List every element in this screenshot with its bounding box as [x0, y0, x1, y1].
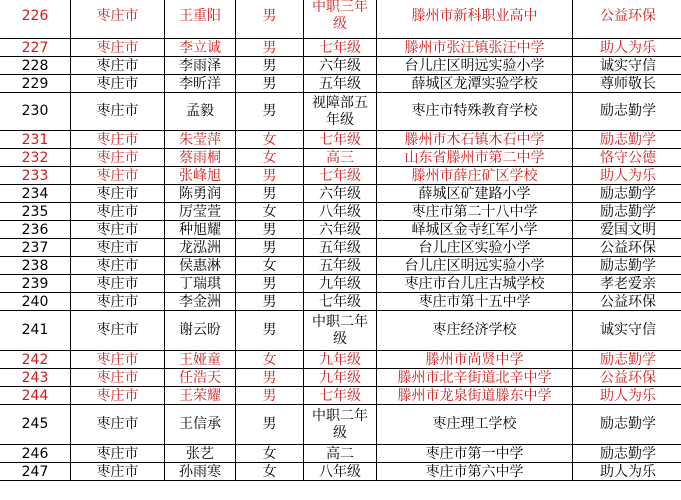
- grade-cell[interactable]: 七年级: [304, 167, 377, 185]
- virtue-category-cell[interactable]: 励志勤学: [573, 131, 681, 149]
- table-row: [0, 39, 681, 57]
- student-name-cell[interactable]: 李金洲: [165, 293, 236, 311]
- virtue-category-cell[interactable]: 公益环保: [573, 0, 681, 39]
- row-number-cell[interactable]: 246: [0, 445, 71, 463]
- table-row: [0, 257, 681, 275]
- city-cell[interactable]: 枣庄市: [71, 167, 165, 185]
- virtue-category-cell[interactable]: 励志勤学: [573, 185, 681, 203]
- grade-cell[interactable]: 七年级: [304, 131, 377, 149]
- city-cell[interactable]: 枣庄市: [71, 57, 165, 75]
- school-cell[interactable]: 山东省滕州市第二中学: [377, 149, 573, 167]
- student-name-cell[interactable]: 王娅童: [165, 351, 236, 369]
- gender-cell[interactable]: 男: [236, 239, 304, 257]
- grade-cell[interactable]: 五年级: [304, 239, 377, 257]
- table-row: [0, 351, 681, 369]
- school-cell[interactable]: 薛城区龙潭实验学校: [377, 75, 573, 93]
- table-row: [0, 405, 681, 445]
- grade-cell[interactable]: 中职二年级: [304, 405, 377, 445]
- student-name-cell[interactable]: 李昕洋: [165, 75, 236, 93]
- table-row: [0, 57, 681, 75]
- virtue-category-cell[interactable]: 励志勤学: [573, 351, 681, 369]
- gender-cell[interactable]: 女: [236, 445, 304, 463]
- virtue-category-cell[interactable]: 助人为乐: [573, 463, 681, 481]
- gender-cell[interactable]: 女: [236, 203, 304, 221]
- grade-cell[interactable]: 八年级: [304, 463, 377, 481]
- school-cell[interactable]: 枣庄市第六中学: [377, 463, 573, 481]
- school-cell[interactable]: 滕州市薛庄矿区学校: [377, 167, 573, 185]
- row-number-cell[interactable]: 245: [0, 405, 71, 445]
- city-cell[interactable]: 枣庄市: [71, 239, 165, 257]
- city-cell[interactable]: 枣庄市: [71, 131, 165, 149]
- grade-cell[interactable]: 中职三年级: [304, 0, 377, 39]
- virtue-category-cell[interactable]: 公益环保: [573, 369, 681, 387]
- row-number-cell[interactable]: 235: [0, 203, 71, 221]
- school-cell[interactable]: 枣庄理工学校: [377, 405, 573, 445]
- virtue-category-cell[interactable]: 公益环保: [573, 239, 681, 257]
- row-number-cell[interactable]: 231: [0, 131, 71, 149]
- city-cell[interactable]: 枣庄市: [71, 221, 165, 239]
- virtue-category-cell[interactable]: 孝老爱亲: [573, 275, 681, 293]
- table-row: [0, 311, 681, 351]
- row-number-cell[interactable]: 243: [0, 369, 71, 387]
- student-name-cell[interactable]: 种旭耀: [165, 221, 236, 239]
- table-row: [0, 131, 681, 149]
- gender-cell[interactable]: 男: [236, 293, 304, 311]
- school-cell[interactable]: 枣庄市第十五中学: [377, 293, 573, 311]
- school-cell[interactable]: 峄城区金寺红军小学: [377, 221, 573, 239]
- student-name-cell[interactable]: 丁瑞琪: [165, 275, 236, 293]
- row-number-cell[interactable]: 227: [0, 39, 71, 57]
- virtue-category-cell[interactable]: 励志勤学: [573, 93, 681, 131]
- table-row: [0, 167, 681, 185]
- gender-cell[interactable]: 女: [236, 131, 304, 149]
- table-row: [0, 203, 681, 221]
- school-cell[interactable]: 台儿庄区明远实验小学: [377, 257, 573, 275]
- school-cell[interactable]: 枣庄经济学校: [377, 311, 573, 351]
- gender-cell[interactable]: 男: [236, 221, 304, 239]
- gender-cell[interactable]: 女: [236, 257, 304, 275]
- virtue-category-cell[interactable]: 尊师敬长: [573, 75, 681, 93]
- city-cell[interactable]: 枣庄市: [71, 149, 165, 167]
- grade-cell[interactable]: 六年级: [304, 221, 377, 239]
- city-cell[interactable]: 枣庄市: [71, 293, 165, 311]
- gender-cell[interactable]: 女: [236, 351, 304, 369]
- table-row: [0, 221, 681, 239]
- row-number-cell[interactable]: 238: [0, 257, 71, 275]
- virtue-category-cell[interactable]: 助人为乐: [573, 387, 681, 405]
- table-row: [0, 93, 681, 131]
- virtue-category-cell[interactable]: 励志勤学: [573, 445, 681, 463]
- grade-cell[interactable]: 五年级: [304, 75, 377, 93]
- table-row: [0, 239, 681, 257]
- grade-cell[interactable]: 六年级: [304, 57, 377, 75]
- gender-cell[interactable]: 男: [236, 167, 304, 185]
- school-cell[interactable]: 枣庄市特殊教育学校: [377, 93, 573, 131]
- school-cell[interactable]: 滕州市龙泉街道滕东中学: [377, 387, 573, 405]
- student-name-cell[interactable]: 孟毅: [165, 93, 236, 131]
- grade-cell[interactable]: 五年级: [304, 257, 377, 275]
- student-name-cell[interactable]: 谢云昐: [165, 311, 236, 351]
- virtue-category-cell[interactable]: 公益环保: [573, 293, 681, 311]
- school-cell[interactable]: 薛城区矿建路小学: [377, 185, 573, 203]
- row-number-cell[interactable]: 234: [0, 185, 71, 203]
- city-cell[interactable]: 枣庄市: [71, 257, 165, 275]
- city-cell[interactable]: 枣庄市: [71, 351, 165, 369]
- city-cell[interactable]: 枣庄市: [71, 311, 165, 351]
- student-name-cell[interactable]: 侯惠淋: [165, 257, 236, 275]
- student-name-cell[interactable]: 张峰旭: [165, 167, 236, 185]
- city-cell[interactable]: 枣庄市: [71, 387, 165, 405]
- school-cell[interactable]: 枣庄市台儿庄古城学校: [377, 275, 573, 293]
- row-number-cell[interactable]: 236: [0, 221, 71, 239]
- virtue-category-cell[interactable]: 爱国文明: [573, 221, 681, 239]
- virtue-category-cell[interactable]: 诚实守信: [573, 311, 681, 351]
- city-cell[interactable]: 枣庄市: [71, 203, 165, 221]
- student-name-cell[interactable]: 王荣耀: [165, 387, 236, 405]
- table-row: [0, 463, 681, 481]
- grade-cell[interactable]: 七年级: [304, 387, 377, 405]
- city-cell[interactable]: 枣庄市: [71, 405, 165, 445]
- student-name-cell[interactable]: 孙雨寒: [165, 463, 236, 481]
- row-number-cell[interactable]: 232: [0, 149, 71, 167]
- table-row: [0, 445, 681, 463]
- row-number-cell[interactable]: 242: [0, 351, 71, 369]
- city-cell[interactable]: 枣庄市: [71, 75, 165, 93]
- table-row: [0, 387, 681, 405]
- student-name-cell[interactable]: 王重阳: [165, 0, 236, 39]
- city-cell[interactable]: 枣庄市: [71, 93, 165, 131]
- virtue-category-cell[interactable]: 励志勤学: [573, 405, 681, 445]
- gender-cell[interactable]: 男: [236, 57, 304, 75]
- city-cell[interactable]: 枣庄市: [71, 185, 165, 203]
- table-row: [0, 369, 681, 387]
- city-cell[interactable]: 枣庄市: [71, 39, 165, 57]
- city-cell[interactable]: 枣庄市: [71, 275, 165, 293]
- student-name-cell[interactable]: 李立诚: [165, 39, 236, 57]
- gender-cell[interactable]: 男: [236, 405, 304, 445]
- student-name-cell[interactable]: 李雨泽: [165, 57, 236, 75]
- student-name-cell[interactable]: 蔡雨桐: [165, 149, 236, 167]
- row-number-cell[interactable]: 229: [0, 75, 71, 93]
- student-name-cell[interactable]: 厉莹萱: [165, 203, 236, 221]
- row-number-cell[interactable]: 239: [0, 275, 71, 293]
- school-cell[interactable]: 台儿庄区实验小学: [377, 239, 573, 257]
- row-number-cell[interactable]: 233: [0, 167, 71, 185]
- gender-cell[interactable]: 男: [236, 75, 304, 93]
- row-number-cell[interactable]: 240: [0, 293, 71, 311]
- row-number-cell[interactable]: 241: [0, 311, 71, 351]
- row-number-cell[interactable]: 226: [0, 0, 71, 39]
- gender-cell[interactable]: 男: [236, 0, 304, 39]
- virtue-category-cell[interactable]: 励志勤学: [573, 257, 681, 275]
- table-row: [0, 275, 681, 293]
- virtue-category-cell[interactable]: 助人为乐: [573, 167, 681, 185]
- grade-cell[interactable]: 九年级: [304, 369, 377, 387]
- student-name-cell[interactable]: 龙泓洲: [165, 239, 236, 257]
- row-number-cell[interactable]: 230: [0, 93, 71, 131]
- row-number-cell[interactable]: 228: [0, 57, 71, 75]
- virtue-category-cell[interactable]: 励志勤学: [573, 203, 681, 221]
- school-cell[interactable]: 滕州市张汪镇张汪中学: [377, 39, 573, 57]
- grade-cell[interactable]: 中职二年级: [304, 311, 377, 351]
- virtue-category-cell[interactable]: 诚实守信: [573, 57, 681, 75]
- school-cell[interactable]: 滕州市新科职业高中: [377, 0, 573, 39]
- gender-cell[interactable]: 女: [236, 463, 304, 481]
- city-cell[interactable]: 枣庄市: [71, 0, 165, 39]
- school-cell[interactable]: 滕州市木石镇木石中学: [377, 131, 573, 149]
- gender-cell[interactable]: 男: [236, 387, 304, 405]
- student-name-cell[interactable]: 朱莹萍: [165, 131, 236, 149]
- student-name-cell[interactable]: 王信承: [165, 405, 236, 445]
- gender-cell[interactable]: 女: [236, 149, 304, 167]
- city-cell[interactable]: 枣庄市: [71, 445, 165, 463]
- row-number-cell[interactable]: 237: [0, 239, 71, 257]
- school-cell[interactable]: 枣庄市第二十八中学: [377, 203, 573, 221]
- gender-cell[interactable]: 男: [236, 39, 304, 57]
- table-row: [0, 75, 681, 93]
- school-cell[interactable]: 滕州市尚贤中学: [377, 351, 573, 369]
- virtue-category-cell[interactable]: 助人为乐: [573, 39, 681, 57]
- gender-cell[interactable]: 男: [236, 93, 304, 131]
- table-row: [0, 293, 681, 311]
- grade-cell[interactable]: 高二: [304, 445, 377, 463]
- row-number-cell[interactable]: 244: [0, 387, 71, 405]
- student-name-cell[interactable]: 任浩天: [165, 369, 236, 387]
- table-row: [0, 149, 681, 167]
- grade-cell[interactable]: 六年级: [304, 185, 377, 203]
- table-row: [0, 0, 681, 39]
- city-cell[interactable]: 枣庄市: [71, 463, 165, 481]
- row-number-cell[interactable]: 247: [0, 463, 71, 481]
- school-cell[interactable]: 滕州市北辛街道北辛中学: [377, 369, 573, 387]
- gender-cell[interactable]: 男: [236, 369, 304, 387]
- city-cell[interactable]: 枣庄市: [71, 369, 165, 387]
- student-name-cell[interactable]: 陈勇润: [165, 185, 236, 203]
- student-name-cell[interactable]: 张艺: [165, 445, 236, 463]
- virtue-category-cell[interactable]: 恪守公德: [573, 149, 681, 167]
- gender-cell[interactable]: 男: [236, 311, 304, 351]
- grade-cell[interactable]: 九年级: [304, 275, 377, 293]
- grade-cell[interactable]: 七年级: [304, 293, 377, 311]
- gender-cell[interactable]: 男: [236, 275, 304, 293]
- grade-cell[interactable]: 七年级: [304, 39, 377, 57]
- school-cell[interactable]: 台儿庄区明远实验小学: [377, 57, 573, 75]
- grade-cell[interactable]: 视障部五年级: [304, 93, 377, 131]
- gender-cell[interactable]: 男: [236, 185, 304, 203]
- grade-cell[interactable]: 八年级: [304, 203, 377, 221]
- grade-cell[interactable]: 高三: [304, 149, 377, 167]
- school-cell[interactable]: 枣庄市第一中学: [377, 445, 573, 463]
- table-row: [0, 185, 681, 203]
- grade-cell[interactable]: 九年级: [304, 351, 377, 369]
